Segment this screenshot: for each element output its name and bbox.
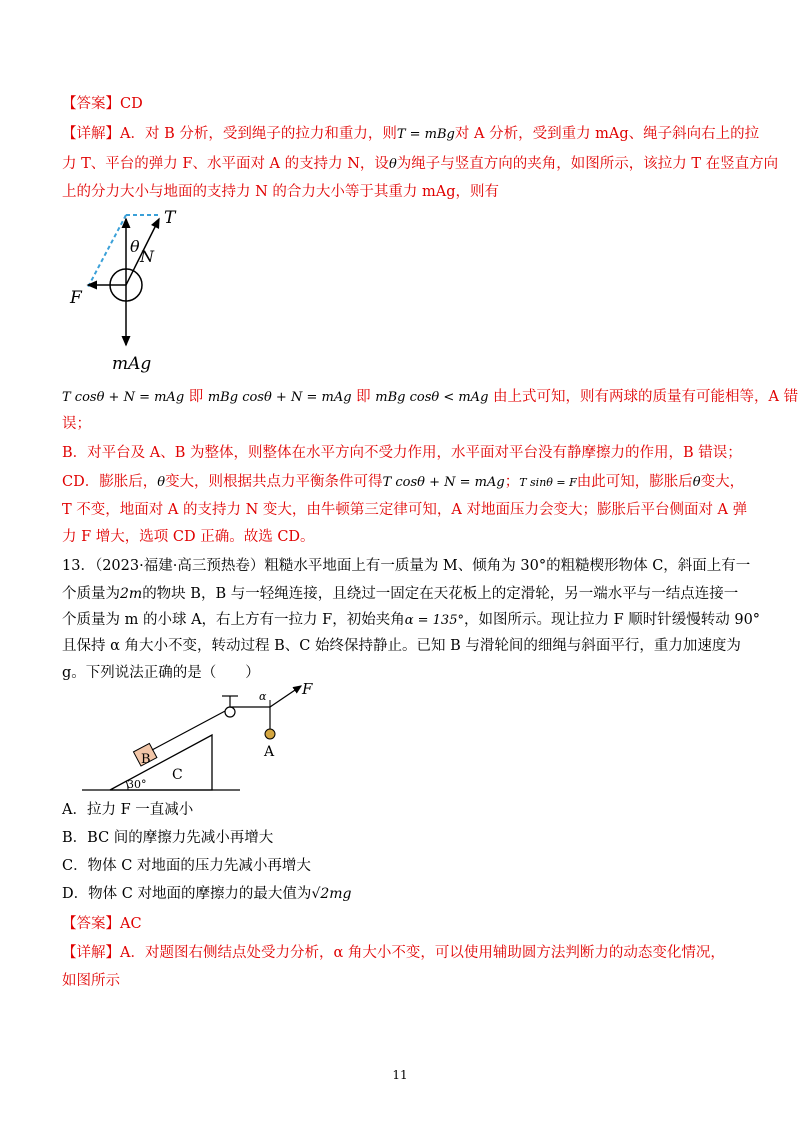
cd-text: T 不变，地面对 A 的支持力 N 变大，由牛顿第三定律可知，A 对地面压力会变大；膨胀后平台侧面对 A 弹 [62, 502, 748, 518]
force-f-arrow [270, 686, 301, 707]
detail1-text: 上的分力大小与地面的支持力 N 的合力大小等于其重力 mAg，则有 [62, 184, 500, 200]
eq-text: 由上式可知，则有两球的质量有可能相等，A 错 [493, 389, 799, 405]
cd-explanation-2 [62, 500, 747, 520]
cd-text: CD．膨胀后， [62, 474, 158, 490]
math-expression: T = mBg [396, 127, 455, 142]
eq-text: 误； [62, 416, 91, 432]
option-b [62, 828, 273, 848]
cd-explanation-3 [62, 527, 315, 547]
math-expression: T cosθ + N = mAg [382, 475, 505, 490]
label-F: F [70, 288, 82, 308]
option-text: B．BC 间的摩擦力先减小再增大 [62, 830, 274, 846]
label-T: T [164, 208, 176, 228]
detail2-line-2 [62, 971, 120, 991]
equation-line-2 [62, 414, 91, 434]
option-text: A．拉力 F 一直减小 [62, 802, 194, 818]
detail1-text: 对 A 分析，受到重力 mAg、绳子斜向右上的拉 [454, 126, 760, 142]
cd-text: 由此可知，膨胀后 [576, 474, 693, 490]
label-N: N [140, 247, 154, 266]
math-expression: T sinθ = F [519, 476, 577, 489]
option-d [62, 884, 352, 904]
cd-explanation-1 [62, 472, 744, 493]
question-text: 的物块 B，B 与一轻绳连接，且绕过一固定在天花板上的定滑轮，另一端水平与一结点连接一 [142, 586, 739, 602]
label-alpha: α [259, 690, 267, 703]
detail2-text: 如图所示 [62, 973, 120, 989]
detail1-text: 力 T、平台的弹力 F、水平面对 A 的支持力 N，设 [62, 156, 389, 172]
answer-tag: 【答案】 [62, 916, 120, 932]
label-A: A [264, 744, 275, 760]
math-expression: √2mg [311, 886, 352, 902]
math-expression: α = 135° [404, 613, 464, 628]
math-expression: 2m [120, 586, 143, 602]
option-b-explanation [62, 443, 742, 463]
option-c [62, 856, 311, 876]
detail1-line-1 [62, 124, 759, 145]
cd-text: 变大， [700, 474, 745, 490]
ball-a [265, 729, 275, 739]
label-theta: θ [130, 237, 140, 256]
page-number: 11 [392, 1068, 408, 1082]
wedge-c [110, 735, 212, 790]
math-expression: T cosθ + N = mAg [62, 390, 185, 405]
question-text: ，如图所示。现让拉力 F 顺时针缓慢转动 90° [463, 612, 761, 628]
answer-tag: 【答案】 [62, 96, 120, 112]
math-expression: θ [388, 157, 397, 172]
label-angle: 30° [127, 778, 147, 791]
dashed-line-left [88, 215, 126, 287]
detail1-text: A．对 B 分析，受到绳子的拉力和重力，则 [120, 126, 397, 142]
detail1-line-2 [62, 154, 778, 175]
question13-line-1 [62, 556, 750, 576]
detail2-text: A．对题图右侧结点处受力分析，α 角大小不变，可以使用辅助圆方法判断力的动态变化情况， [120, 945, 725, 961]
cd-text: 变大，则根据共点力平衡条件可得 [165, 474, 383, 490]
math-expression: θ [692, 475, 701, 490]
wedge-pulley-diagram [80, 680, 340, 795]
question-text: g。下列说法正确的是（ ） [62, 665, 260, 681]
detail1-line-3 [62, 182, 499, 202]
detail1-text: 为绳子与竖直方向的夹角，如图所示，该拉力 T 在竖直方向 [396, 156, 779, 172]
label-F: F [302, 680, 313, 698]
math-expression: θ [157, 475, 166, 490]
question-text: 个质量为 m 的小球 A，右上方有一拉力 F，初始夹角 [62, 612, 405, 628]
label-C: C [172, 767, 183, 783]
answer-value: AC [120, 916, 142, 932]
math-expression: mBg cosθ + N = mAg [207, 390, 352, 405]
option-text: D．物体 C 对地面的摩擦力的最大值为 [62, 886, 312, 902]
detail-tag: 【详解】 [62, 126, 120, 142]
question-text: 且保持 α 角大小不变，转动过程 B、C 始终保持静止。已知 B 与滑轮间的细绳与斜面平行，重力加速度为 [62, 638, 741, 654]
eq-text: 即 [356, 389, 371, 405]
question-text: 个质量为 [62, 586, 120, 602]
math-expression: mBg cosθ < mAg [375, 390, 489, 405]
label-B: B [141, 752, 151, 767]
detail-tag: 【详解】 [62, 945, 120, 961]
option-a [62, 800, 193, 820]
question13-line-3 [62, 610, 760, 631]
rope-incline [152, 710, 227, 750]
answer-line-1 [62, 94, 143, 114]
equation-line [62, 387, 798, 408]
eq-text: 即 [188, 389, 204, 405]
question13-line-2 [62, 584, 738, 604]
pulley-circle [225, 707, 235, 717]
cd-text: ； [504, 474, 520, 490]
question-text: 13．（2023·福建·高三预热卷）粗糙水平地面上有一质量为 M、倾角为 30°的粗糙楔形物体 C，斜面上有一 [62, 558, 751, 574]
cd-text: 力 F 增大，选项 CD 正确。故选 CD。 [62, 529, 315, 545]
option-text: C．物体 C 对地面的压力先减小再增大 [62, 858, 311, 874]
detail2-line-1 [62, 943, 725, 963]
b-text: B．对平台及 A、B 为整体，则整体在水平方向不受力作用，水平面对平台没有静摩擦力的作用，B 错误； [62, 445, 742, 461]
force-diagram [62, 205, 192, 380]
answer-line-2 [62, 914, 142, 934]
question13-line-4 [62, 636, 741, 656]
answer-value: CD [120, 96, 143, 112]
label-mAg: mAg [112, 354, 152, 374]
